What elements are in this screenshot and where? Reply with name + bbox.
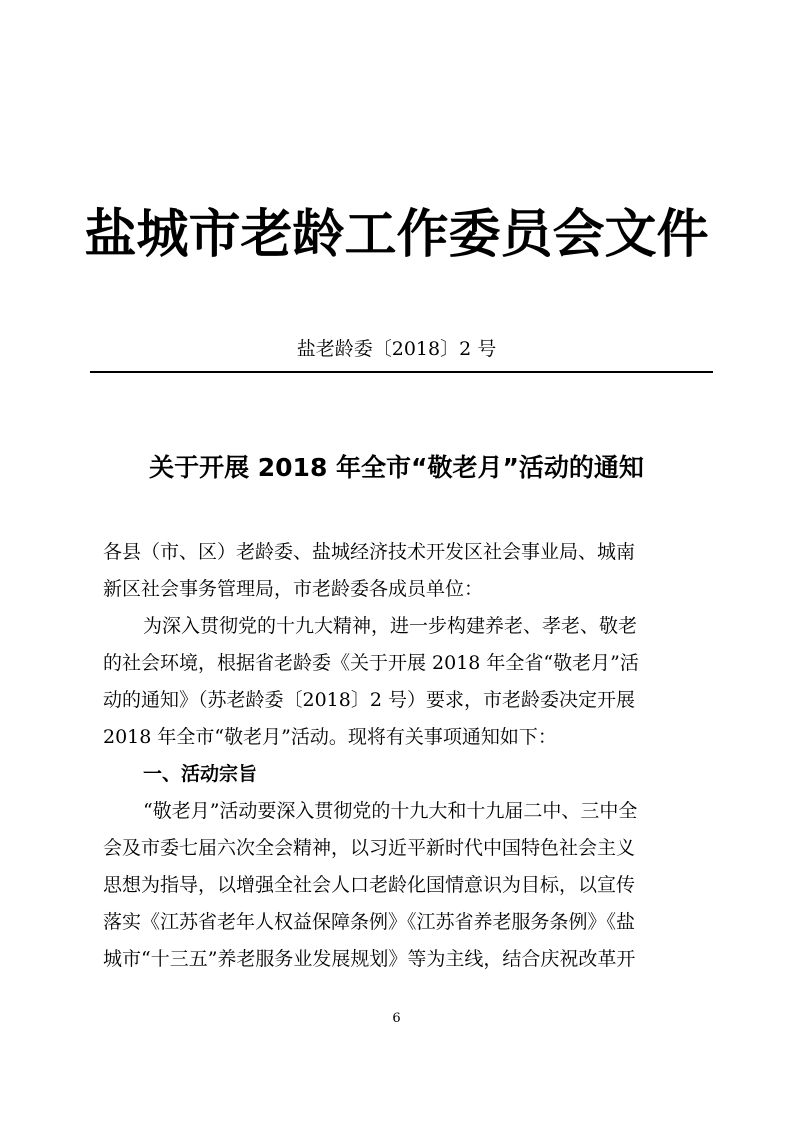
body-line: 动的通知》（苏老龄委〔2018〕2 号）要求，市老龄委决定开展	[103, 689, 635, 711]
section-heading: 一、活动宗旨	[143, 763, 258, 785]
body-line: 落实《江苏省老年人权益保障条例》《江苏省养老服务条例》《盐	[103, 911, 636, 933]
page-number: 6	[392, 1011, 401, 1026]
body-line: 城市“十三五”养老服务业发展规划》等为主线，结合庆祝改革开	[103, 948, 636, 970]
body-line: 新区社会事务管理局，市老龄委各成员单位：	[103, 578, 484, 600]
document-number: 盐老龄委〔2018〕2 号	[296, 338, 497, 360]
notice-title: 关于开展 2018 年全市“敬老月”活动的通知	[149, 453, 644, 482]
document-header-title: 盐城市老龄工作委员会文件	[84, 205, 709, 265]
body-line: “敬老月”活动要深入贯彻党的十九大和十九届二中、三中全	[143, 800, 638, 822]
body-line: 的社会环境，根据省老龄委《关于开展 2018 年全省“敬老月”活	[103, 652, 639, 674]
body-line: 会及市委七届六次全会精神，以习近平新时代中国特色社会主义	[103, 837, 636, 859]
notice-body	[103, 534, 703, 978]
body-line: 各县（市、区）老龄委、盐城经济技术开发区社会事业局、城南	[103, 541, 636, 563]
body-line: 2018 年全市“敬老月”活动。现将有关事项通知如下：	[103, 726, 557, 748]
body-line: 为深入贯彻党的十九大精神，进一步构建养老、孝老、敬老	[143, 615, 638, 637]
header-divider	[90, 371, 713, 373]
body-line: 思想为指导，以增强全社会人口老龄化国情意识为目标，以宣传	[103, 874, 636, 896]
